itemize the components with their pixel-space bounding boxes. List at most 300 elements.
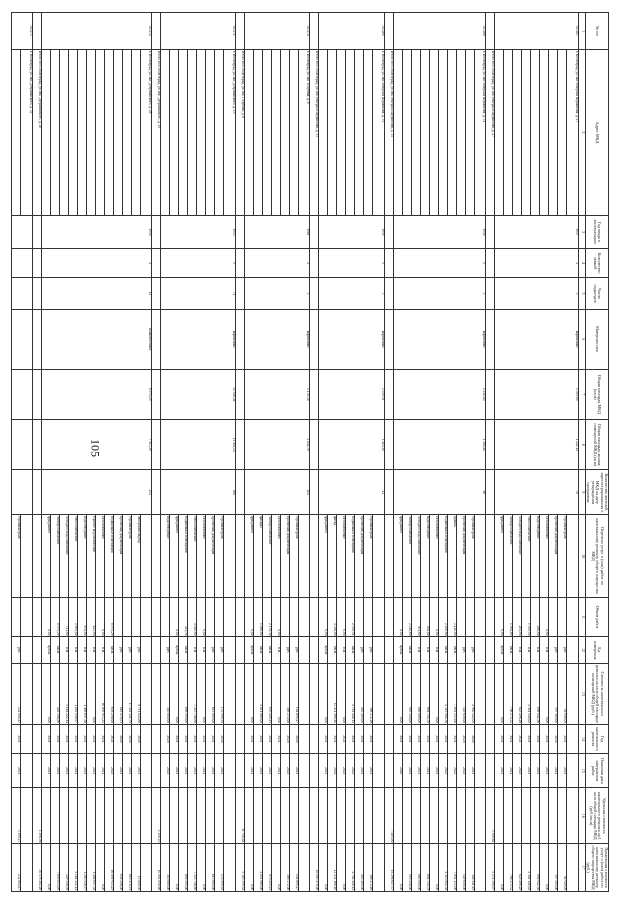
empty-cell bbox=[152, 637, 161, 664]
work-name: стройконтроль bbox=[558, 515, 567, 597]
living-area: 11 582,24 bbox=[161, 419, 236, 469]
total-unit-cost: 7 485,00 bbox=[384, 788, 393, 844]
work-deadline: 2021 bbox=[262, 754, 271, 788]
work-name: фундамент bbox=[393, 515, 402, 597]
empty-cell bbox=[235, 248, 244, 277]
empty-cell bbox=[384, 419, 393, 469]
work-volume: 0,00 bbox=[393, 597, 402, 637]
work-volume bbox=[206, 597, 215, 637]
work-volume bbox=[215, 597, 224, 637]
total-label: Итого по г. Волгоград, ул. им. генерала Шумилова, д. 33 bbox=[310, 50, 319, 216]
work-cost: 170 599,55 bbox=[215, 663, 224, 724]
column-header: Перечень услуг и (или) работ по капитальному ремонту общего имущества МКД bbox=[585, 515, 608, 597]
work-cost: 870 459,25 bbox=[262, 663, 271, 724]
work-unit-cost bbox=[206, 788, 215, 844]
row-number: 55.472. bbox=[41, 13, 151, 50]
work-year: 2021 bbox=[346, 724, 355, 753]
column-index: 1 bbox=[578, 13, 585, 50]
residents-count: 41 bbox=[319, 470, 385, 515]
work-volume: 0,00 bbox=[244, 597, 253, 637]
empty-cell bbox=[235, 754, 244, 788]
work-deadline: 2021 bbox=[215, 754, 224, 788]
empty-cell bbox=[21, 663, 33, 724]
work-volume bbox=[549, 597, 558, 637]
row-number: 55.468. bbox=[393, 13, 486, 50]
work-name: теплоснабжение bbox=[68, 515, 77, 597]
empty-cell bbox=[384, 215, 393, 248]
work-name: фундамент bbox=[41, 515, 50, 597]
empty-cell bbox=[298, 597, 310, 637]
address-spacer bbox=[364, 50, 373, 216]
column-index: 6 bbox=[578, 309, 585, 369]
work-limit-cost: 13 000,50 bbox=[131, 844, 140, 892]
work-name: проектная документация bbox=[456, 515, 465, 597]
work-deadline: 2021 bbox=[59, 754, 68, 788]
work-year: 2021 bbox=[179, 724, 188, 753]
column-header: Общая площадь жилых помещений МКД (кв.м) bbox=[585, 419, 608, 469]
work-unit-cost bbox=[289, 788, 298, 844]
empty-cell bbox=[224, 788, 236, 844]
work-unit-cost bbox=[319, 788, 328, 844]
floors-count: 4 bbox=[244, 248, 310, 277]
row-number: 55.473. bbox=[12, 13, 33, 50]
work-unit: куб.м. bbox=[170, 637, 179, 664]
row-number: 55.471. bbox=[161, 13, 236, 50]
work-deadline: 2021 bbox=[86, 754, 95, 788]
building-row bbox=[21, 13, 33, 892]
column-index: 12 bbox=[578, 637, 585, 664]
work-volume: 0,00 bbox=[41, 597, 50, 637]
empty-cell bbox=[486, 515, 495, 597]
empty-cell bbox=[486, 278, 495, 310]
total-label: Итого по г. Волгоград, ул. им. генерала Шумилова, д. 31 bbox=[384, 50, 393, 216]
empty-cell bbox=[152, 754, 161, 788]
work-unit: п.м. bbox=[77, 637, 86, 664]
column-index: 15 bbox=[578, 754, 585, 788]
address-spacer bbox=[197, 50, 206, 216]
work-limit-cost: 388 372,00 bbox=[280, 844, 289, 892]
work-unit-cost bbox=[244, 788, 253, 844]
work-name: проектная документация bbox=[549, 515, 558, 597]
empty-cell bbox=[32, 419, 41, 469]
row-number: 55.469. bbox=[319, 13, 385, 50]
column-index: 9 bbox=[578, 470, 585, 515]
empty-cell bbox=[32, 248, 41, 277]
work-limit-cost: 4 315 982,36 bbox=[438, 844, 447, 892]
empty-cell bbox=[384, 597, 393, 637]
work-limit-cost: 0,00 bbox=[337, 844, 346, 892]
address-spacer bbox=[95, 50, 104, 216]
work-limit-cost: 483 489,00 bbox=[355, 844, 364, 892]
empty-cell bbox=[474, 515, 486, 597]
floors-count: 5 bbox=[319, 248, 385, 277]
empty-cell bbox=[486, 470, 495, 515]
work-unit-cost bbox=[271, 788, 280, 844]
residents-count: 35 bbox=[495, 470, 579, 515]
address-spacer bbox=[50, 50, 59, 216]
build-year: 1953 bbox=[161, 215, 236, 248]
work-limit-cost: 0,00 bbox=[393, 844, 402, 892]
work-unit: куб.м. bbox=[495, 637, 504, 664]
work-cost: 8 711 824,80 bbox=[131, 663, 140, 724]
work-deadline: 2024 bbox=[328, 754, 337, 788]
work-limit-cost: 7 852 133,00 bbox=[447, 844, 456, 892]
wall-material: кирпичные bbox=[495, 309, 579, 369]
empty-cell bbox=[235, 597, 244, 637]
address-spacer bbox=[346, 50, 355, 216]
work-volume: 0,00 bbox=[337, 597, 346, 637]
address-spacer bbox=[447, 50, 456, 216]
empty-cell bbox=[235, 470, 244, 515]
work-deadline: 2021 bbox=[206, 754, 215, 788]
wall-material: шлакоблочные bbox=[41, 309, 151, 369]
building-row bbox=[140, 13, 152, 892]
work-unit-cost bbox=[179, 788, 188, 844]
work-limit-cost: 104 699,27 bbox=[289, 844, 298, 892]
address-spacer bbox=[215, 50, 224, 216]
work-unit-cost bbox=[77, 788, 86, 844]
column-header: Плановая дата завершения работ bbox=[585, 754, 608, 788]
work-name: газоснабжение bbox=[540, 515, 549, 597]
empty-cell bbox=[373, 724, 385, 753]
work-unit-cost bbox=[558, 788, 567, 844]
work-year: 2021 bbox=[328, 724, 337, 753]
work-cost: 388 372,46 bbox=[364, 663, 373, 724]
address-spacer bbox=[77, 50, 86, 216]
work-unit-cost bbox=[438, 788, 447, 844]
work-unit: п.м. bbox=[95, 637, 104, 664]
work-year: 2021 bbox=[188, 724, 197, 753]
empty-cell bbox=[373, 663, 385, 724]
work-limit-cost: 1 285 926,97 bbox=[77, 844, 86, 892]
work-unit: п.м. bbox=[429, 637, 438, 664]
work-year: 2020 bbox=[280, 724, 289, 753]
column-header: Год капитального ремонта bbox=[585, 724, 608, 753]
total-area: 12 818,44 bbox=[161, 369, 236, 419]
empty-cell bbox=[373, 637, 385, 664]
empty-cell bbox=[298, 515, 310, 597]
work-limit-cost: 12 431 168,40 bbox=[328, 844, 337, 892]
column-header: Стоимость капитального ремонта на кв.м общей площади помещений МКД (руб.) bbox=[585, 663, 608, 724]
column-header: Количество жителей, зарегистрированных в МКД на дату утверждения программы bbox=[585, 470, 608, 515]
work-volume: 4 049,00 bbox=[188, 597, 197, 637]
empty-cell bbox=[567, 637, 579, 664]
work-cost: 104 699,27 bbox=[289, 663, 298, 724]
work-year: 2021 bbox=[411, 724, 420, 753]
work-deadline: 2021 bbox=[522, 754, 531, 788]
table-body bbox=[12, 13, 579, 892]
work-deadline: 2021 bbox=[77, 754, 86, 788]
work-deadline: 2021 bbox=[549, 754, 558, 788]
empty-cell bbox=[567, 724, 579, 753]
column-index: 4 bbox=[578, 248, 585, 277]
work-deadline: 2021 bbox=[513, 754, 522, 788]
total-limit-cost: 18 085 478,00 bbox=[310, 844, 319, 892]
entrances-count: 3 bbox=[244, 278, 310, 310]
work-year: 2021 bbox=[364, 724, 373, 753]
work-deadline: 2021 bbox=[131, 754, 140, 788]
empty-cell bbox=[567, 515, 579, 597]
empty-cell bbox=[310, 309, 319, 369]
work-year: 2020 bbox=[122, 724, 131, 753]
work-cost: 0,00 bbox=[170, 663, 179, 724]
empty-cell bbox=[567, 663, 579, 724]
work-name: проектная документация bbox=[280, 515, 289, 597]
work-volume: 0,00 bbox=[429, 597, 438, 637]
work-volume: 0,00 bbox=[495, 597, 504, 637]
work-year: 2020 bbox=[456, 724, 465, 753]
work-cost: 4 782 448,14 bbox=[346, 663, 355, 724]
work-cost: 310 000,00 bbox=[161, 663, 170, 724]
building-total-row bbox=[486, 13, 495, 892]
repair-program-table bbox=[11, 12, 609, 892]
empty-cell bbox=[21, 637, 33, 664]
work-volume bbox=[465, 597, 474, 637]
work-name: подвальные помещения bbox=[438, 515, 447, 597]
work-deadline: 2022 bbox=[447, 754, 456, 788]
total-area: 2 178,30 bbox=[244, 369, 310, 419]
empty-cell bbox=[235, 13, 244, 50]
address-spacer bbox=[438, 50, 447, 216]
work-name: подвальные помещения bbox=[346, 515, 355, 597]
living-area bbox=[12, 419, 33, 469]
work-deadline: 2021 bbox=[402, 754, 411, 788]
work-limit-cost: 0,00 bbox=[197, 844, 206, 892]
work-year: 2020 bbox=[113, 724, 122, 753]
total-label: Итого по г. Волгоград, ул. им. генерала Шумилова, д. 27 bbox=[486, 50, 495, 216]
empty-cell bbox=[298, 754, 310, 788]
empty-cell bbox=[235, 278, 244, 310]
total-label: Итого по г. Волгоград, ул. им. Дзержинского, д. 28 bbox=[32, 50, 41, 216]
work-cost: 625 498,28 bbox=[513, 663, 522, 724]
work-deadline: 2021 bbox=[95, 754, 104, 788]
empty-cell bbox=[140, 663, 152, 724]
work-limit-cost: 7 659 813,99 bbox=[50, 844, 59, 892]
work-year: 2021 bbox=[393, 724, 402, 753]
entrances-count: 3 bbox=[393, 278, 486, 310]
work-deadline: 2021 bbox=[170, 754, 179, 788]
work-deadline: 2021 bbox=[188, 754, 197, 788]
work-deadline: 2021 bbox=[50, 754, 59, 788]
address-spacer bbox=[244, 50, 253, 216]
work-name: проектная документация bbox=[355, 515, 364, 597]
work-name: фундамент bbox=[319, 515, 328, 597]
address-spacer bbox=[411, 50, 420, 216]
empty-cell bbox=[140, 754, 152, 788]
wall-material: кирпичные bbox=[393, 309, 486, 369]
empty-cell bbox=[373, 788, 385, 844]
work-name: теплоснабжение bbox=[522, 515, 531, 597]
work-unit-cost bbox=[456, 788, 465, 844]
address-spacer bbox=[206, 50, 215, 216]
work-unit: п.м. bbox=[420, 637, 429, 664]
empty-cell bbox=[373, 597, 385, 637]
build-year bbox=[12, 215, 33, 248]
column-index: 3 bbox=[578, 215, 585, 248]
address-spacer bbox=[504, 50, 513, 216]
empty-cell bbox=[486, 309, 495, 369]
work-deadline: 2021 bbox=[122, 754, 131, 788]
work-limit-cost: 2 361 140,02 bbox=[522, 844, 531, 892]
work-deadline: 2021 bbox=[161, 754, 170, 788]
work-cost: 0,00 bbox=[271, 663, 280, 724]
work-year: 2021 bbox=[429, 724, 438, 753]
address-spacer bbox=[170, 50, 179, 216]
work-unit: п.м. bbox=[271, 637, 280, 664]
work-name: холодное водоснабжение bbox=[59, 515, 68, 597]
work-name: подвальные помещения bbox=[179, 515, 188, 597]
work-unit: кв.м. bbox=[328, 637, 337, 664]
work-name: стройконтроль bbox=[364, 515, 373, 597]
work-unit-cost bbox=[513, 788, 522, 844]
work-name: стройконтроль bbox=[12, 515, 21, 597]
address-spacer bbox=[41, 50, 50, 216]
address-spacer bbox=[429, 50, 438, 216]
work-limit-cost: 0,00 bbox=[271, 844, 280, 892]
empty-cell bbox=[21, 724, 33, 753]
empty-cell bbox=[152, 278, 161, 310]
work-year: 2021 bbox=[504, 724, 513, 753]
work-limit-cost: 94 949,09 bbox=[558, 844, 567, 892]
empty-cell bbox=[152, 248, 161, 277]
address-spacer bbox=[262, 50, 271, 216]
work-year: 2020 bbox=[549, 724, 558, 753]
work-cost: 549 658,00 bbox=[456, 663, 465, 724]
empty-cell bbox=[298, 637, 310, 664]
address-spacer bbox=[465, 50, 474, 216]
empty-cell bbox=[298, 724, 310, 753]
work-unit: кв.м. bbox=[50, 637, 59, 664]
building-total-row bbox=[310, 13, 319, 892]
work-unit-cost bbox=[495, 788, 504, 844]
address-spacer bbox=[179, 50, 188, 216]
work-volume: 1 580,00 bbox=[253, 597, 262, 637]
building-row bbox=[474, 13, 486, 892]
work-volume: 2 863,00 bbox=[68, 597, 77, 637]
empty-cell bbox=[373, 754, 385, 788]
address-spacer bbox=[131, 50, 140, 216]
table-header bbox=[578, 13, 608, 892]
work-volume: 301,00 bbox=[411, 597, 420, 637]
work-unit-cost bbox=[197, 788, 206, 844]
work-unit-cost bbox=[170, 788, 179, 844]
empty-cell bbox=[21, 515, 33, 597]
address-spacer bbox=[402, 50, 411, 216]
address-spacer bbox=[522, 50, 531, 216]
empty-cell bbox=[474, 844, 486, 892]
column-index: 5 bbox=[578, 278, 585, 310]
work-unit: руб. bbox=[122, 637, 131, 664]
work-cost: 16 899 913,25 bbox=[95, 663, 104, 724]
work-year: 2020 bbox=[161, 724, 170, 753]
work-name: авторский надзор bbox=[131, 515, 140, 597]
work-unit-cost bbox=[59, 788, 68, 844]
work-unit: кв.м. bbox=[402, 637, 411, 664]
work-deadline: 2021 bbox=[289, 754, 298, 788]
empty-cell bbox=[224, 637, 236, 664]
work-cost: 0,00 bbox=[495, 663, 504, 724]
work-unit: руб. bbox=[465, 637, 474, 664]
living-area: 1 222,14 bbox=[495, 419, 579, 469]
work-unit: руб. bbox=[215, 637, 224, 664]
work-unit-cost bbox=[68, 788, 77, 844]
work-cost: 232 084,47 bbox=[12, 663, 21, 724]
work-unit-cost bbox=[86, 788, 95, 844]
column-header: Адрес МКД bbox=[585, 50, 608, 216]
work-cost: 7 323 746,80 bbox=[188, 663, 197, 724]
address-spacer bbox=[12, 50, 21, 216]
work-name: фасад bbox=[328, 515, 337, 597]
work-name: водоотведение bbox=[420, 515, 429, 597]
work-cost: 613 885,00 bbox=[206, 663, 215, 724]
address-spacer bbox=[456, 50, 465, 216]
empty-cell bbox=[32, 13, 41, 50]
column-header: Общая площадь МКД (кв.м) bbox=[585, 369, 608, 419]
work-name: электроснабжение bbox=[50, 515, 59, 597]
empty-cell bbox=[384, 724, 393, 753]
empty-cell bbox=[384, 309, 393, 369]
address-spacer bbox=[337, 50, 346, 216]
empty-cell bbox=[235, 215, 244, 248]
work-limit-cost: 870 459,25 bbox=[262, 844, 271, 892]
work-volume: 0,00 bbox=[95, 597, 104, 637]
work-name: электроснабжение bbox=[402, 515, 411, 597]
work-volume: 2 420,00 bbox=[447, 597, 456, 637]
work-unit: п.м. bbox=[59, 637, 68, 664]
empty-cell bbox=[152, 419, 161, 469]
empty-cell bbox=[152, 515, 161, 597]
empty-cell bbox=[32, 215, 41, 248]
empty-cell bbox=[384, 470, 393, 515]
entrances-count bbox=[12, 278, 33, 310]
work-year: 2021 bbox=[104, 724, 113, 753]
work-cost: 796 275,32 bbox=[504, 663, 513, 724]
work-unit-cost bbox=[393, 788, 402, 844]
empty-cell bbox=[140, 597, 152, 637]
work-deadline: 2021 bbox=[68, 754, 77, 788]
work-year: 2021 bbox=[77, 724, 86, 753]
work-volume: 2 178,30 bbox=[262, 597, 271, 637]
empty-cell bbox=[384, 515, 393, 597]
work-unit-cost bbox=[188, 788, 197, 844]
column-index: 13 bbox=[578, 663, 585, 724]
work-unit: п.м. bbox=[68, 637, 77, 664]
work-year: 2021 bbox=[540, 724, 549, 753]
work-deadline: 2021 bbox=[113, 754, 122, 788]
work-limit-cost: 310 000,00 bbox=[161, 844, 170, 892]
empty-cell bbox=[224, 597, 236, 637]
building-address: г. Волгоград, ул. им. генерала Шумилова, д. 31 bbox=[474, 50, 486, 216]
work-unit: п.м. bbox=[86, 637, 95, 664]
work-name: газоснабжение bbox=[95, 515, 104, 597]
work-unit: руб. bbox=[456, 637, 465, 664]
work-volume: 300,00 bbox=[420, 597, 429, 637]
empty-cell bbox=[298, 788, 310, 844]
empty-cell bbox=[567, 844, 579, 892]
building-address: г. Волгоград, ул. им. генерала Шумилова, д. 27 bbox=[567, 50, 579, 216]
work-name: крыша bbox=[447, 515, 456, 597]
empty-cell bbox=[310, 754, 319, 788]
floors-count bbox=[12, 248, 33, 277]
work-name: водоотведение bbox=[77, 515, 86, 597]
living-area: 1 580,40 bbox=[393, 419, 486, 469]
work-name: холодное водоснабжение bbox=[513, 515, 522, 597]
work-unit: руб. bbox=[12, 637, 21, 664]
work-limit-cost: 796 275,32 bbox=[504, 844, 513, 892]
work-unit-cost bbox=[95, 788, 104, 844]
empty-cell bbox=[310, 215, 319, 248]
work-limit-cost: 0,00 bbox=[319, 844, 328, 892]
